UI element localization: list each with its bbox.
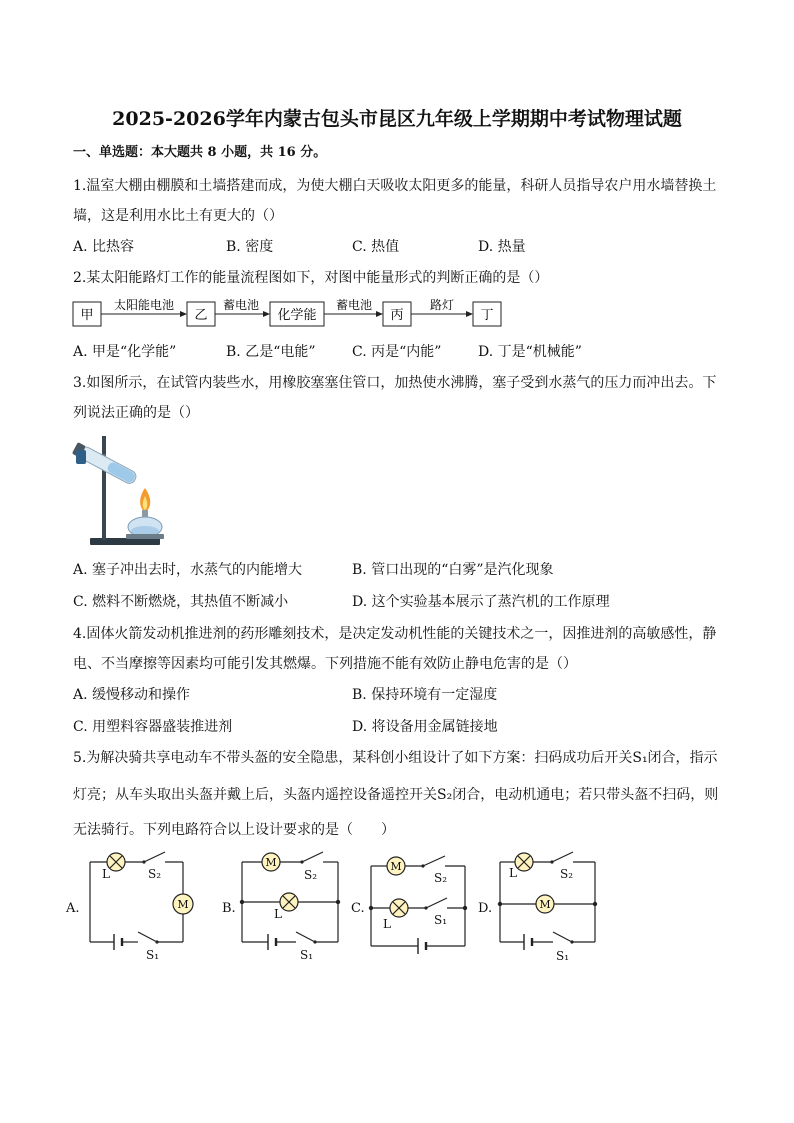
circuit-option-b-label: B. <box>222 901 236 916</box>
circuit-c-lamp-label: L <box>383 917 391 931</box>
circuit-option-a-label: A. <box>66 901 80 916</box>
circuit-option-d-label: D. <box>478 901 493 916</box>
q2-option-c: C. 丙是“内能” <box>352 344 442 360</box>
battery-symbol-icon <box>114 934 532 954</box>
flow-box-bing-label: 丙 <box>390 308 404 323</box>
circuit-d-s2-label: S₂ <box>560 867 574 881</box>
question-3-line-1: 3.如图所示，在试管内装些水，用橡胶塞塞住管口，加热使水沸腾，塞子受到水蒸气的压力而冲出去。下 <box>73 375 717 391</box>
question-5-line-1: 5.为解决骑共享电动车不带头盔的安全隐患，某科创小组设计了如下方案：扫码成功后开关S₁闭合，指示 <box>73 750 718 766</box>
circuit-c-motor-label: M <box>390 860 402 873</box>
flow-arrow-3-label: 蓄电池 <box>335 298 373 312</box>
right-arrow-icon <box>466 311 473 317</box>
circuit-options-diagram <box>62 846 622 968</box>
q3-option-a: A. 塞子冲出去时，水蒸气的内能增大 <box>73 562 303 578</box>
flow-arrow-2-label: 蓄电池 <box>222 298 260 312</box>
energy-flow-diagram <box>70 294 510 336</box>
flow-box-bing <box>383 302 411 326</box>
circuit-b-lamp-label: L <box>274 907 282 921</box>
circuit-a-s1-label: S₁ <box>146 948 160 962</box>
question-5-line-2: 灯亮；从车头取出头盔并戴上后，头盔内遥控设备遥控开关S₂闭合，电动机通电；若只带头盔不扫码，则 <box>73 787 719 803</box>
flow-box-yi <box>187 302 215 326</box>
question-5-line-3: 无法骑行。下列电路符合以上设计要求的是（ ） <box>73 822 395 838</box>
flow-arrow-2 <box>215 297 270 317</box>
circuit-d-s1-label: S₁ <box>556 949 570 963</box>
circuit-option-c-label: C. <box>351 901 365 916</box>
circuit-c <box>371 856 465 946</box>
flow-arrow-4 <box>411 297 473 317</box>
question-1-line-1: 1.温室大棚由棚膜和土墙搭建而成，为使大棚白天吸收太阳更多的能量，科研人员指导农户用水墙替换土 <box>73 178 717 194</box>
q2-option-a: A. 甲是“化学能” <box>73 344 177 360</box>
question-4-line-2: 电、不当摩擦等因素均可能引发其燃爆。下列措施不能有效防止静电危害的是（） <box>73 656 577 672</box>
circuit-a-motor-label: M <box>177 898 189 911</box>
q2-option-b: B. 乙是“电能” <box>226 344 316 360</box>
right-arrow-icon <box>376 311 383 317</box>
circuit-c-s2-label: S₂ <box>434 871 448 885</box>
right-arrow-icon <box>180 311 187 317</box>
circuit-d-lamp-label: L <box>509 866 517 880</box>
circuit-b-s2-label: S₂ <box>304 868 318 882</box>
flow-box-ding-label: 丁 <box>480 308 494 323</box>
flow-box-ding <box>473 302 501 326</box>
circuit-a-lamp-label: L <box>102 867 110 881</box>
q4-option-d: D. 将设备用金属链接地 <box>352 719 498 735</box>
q4-option-a: A. 缓慢移动和操作 <box>73 687 191 703</box>
right-arrow-icon <box>263 311 270 317</box>
test-tube-apparatus-icon <box>68 430 170 550</box>
circuit-b-s1-label: S₁ <box>300 948 314 962</box>
flow-arrow-4-label: 路灯 <box>429 298 455 312</box>
q2-option-d: D. 丁是“机械能” <box>478 344 582 360</box>
flow-box-jia <box>73 302 101 326</box>
q1-option-d: D. 热量 <box>478 239 526 255</box>
question-1-line-2: 墙，这是利用水比土有更大的（） <box>73 208 283 224</box>
flow-arrow-3 <box>324 297 383 317</box>
circuit-b-motor-label: M <box>265 856 277 869</box>
circuit-a-s2-label: S₂ <box>148 867 162 881</box>
question-4-line-1: 4.固体火箭发动机推进剂的药形雕刻技术，是决定发动机性能的关键技术之一，因推进剂的高敏感性，静 <box>73 626 717 642</box>
flow-arrow-1 <box>101 297 187 317</box>
section-heading: 一、单选题：本大题共 8 小题，共 16 分。 <box>73 145 327 160</box>
page-title: 2025-2026学年内蒙古包头市昆区九年级上学期期中考试物理试题 <box>112 108 682 130</box>
flow-box-jia-label: 甲 <box>80 308 94 323</box>
q1-option-a: A. 比热容 <box>73 239 135 255</box>
q3-option-b: B. 管口出现的“白雾”是汽化现象 <box>352 562 554 578</box>
flow-box-chemical-label: 化学能 <box>277 308 317 323</box>
question-2-line-1: 2.某太阳能路灯工作的能量流程图如下，对图中能量形式的判断正确的是（） <box>73 270 549 286</box>
circuit-c-s1-label: S₁ <box>434 913 448 927</box>
q1-option-c: C. 热值 <box>352 239 400 255</box>
q3-option-c: C. 燃料不断燃烧，其热值不断减小 <box>73 594 289 610</box>
q1-option-b: B. 密度 <box>226 239 274 255</box>
q3-option-d: D. 这个实验基本展示了蒸汽机的工作原理 <box>352 594 610 610</box>
flow-arrow-1-label: 太阳能电池 <box>113 298 175 312</box>
circuit-d-motor-label: M <box>539 898 551 911</box>
circuit-a <box>90 852 183 942</box>
flow-box-chemical <box>270 302 324 326</box>
q4-option-b: B. 保持环境有一定湿度 <box>352 687 498 703</box>
flow-box-yi-label: 乙 <box>194 308 208 323</box>
q4-option-c: C. 用塑料容器盛装推进剂 <box>73 719 233 735</box>
question-3-line-2: 列说法正确的是（） <box>73 405 199 421</box>
